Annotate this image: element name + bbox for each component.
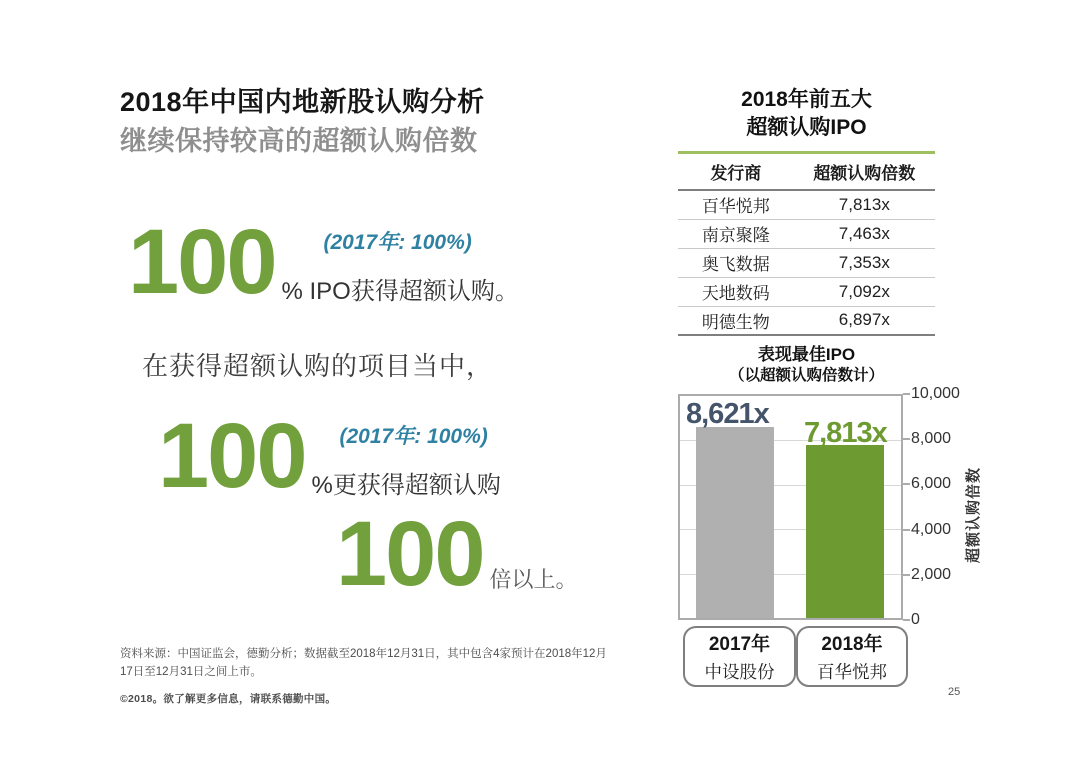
stat-value: 100 <box>336 503 484 605</box>
bar-value-label-2018: 7,813x <box>804 417 887 449</box>
category-year: 2017年 <box>708 634 771 655</box>
stat-suffix: %更获得超额认购 <box>311 472 501 499</box>
bar-2017 <box>696 427 774 618</box>
table-row <box>678 249 935 278</box>
stat-further-oversubscribed-pct <box>158 405 501 507</box>
chart-title-line1: 表现最佳IPO <box>757 345 856 364</box>
bar-chart-plot-area <box>678 394 903 620</box>
y-tick-mark <box>903 619 910 621</box>
chart-title-line2: （以超额认购倍数计） <box>728 367 884 385</box>
page-number: 25 <box>948 686 961 698</box>
multiple-cell: 6,897x <box>838 310 890 330</box>
chart-title <box>678 344 935 386</box>
y-tick-label: 8,000 <box>911 430 952 448</box>
column-header-multiple: 超额认购倍数 <box>813 163 916 183</box>
category-company: 中设股份 <box>704 662 775 682</box>
y-tick-mark <box>903 393 910 395</box>
stat-suffix: 倍以上。 <box>489 567 578 592</box>
stat-prior-year-note: (2017年: 100%) <box>339 425 488 448</box>
y-tick-mark <box>903 574 910 576</box>
slide-title: 2018年中国内地新股认购分析 <box>120 87 485 117</box>
copyright-line: ©2018。欲了解更多信息，请联系德勤中国。 <box>120 693 337 705</box>
multiple-cell: 7,463x <box>838 223 890 243</box>
stat-suffix: % IPO获得超额认购。 <box>281 278 519 305</box>
issuer-cell: 奥飞数据 <box>701 255 770 275</box>
table-title <box>678 86 935 143</box>
stat-overallotment-pct <box>128 211 519 313</box>
y-tick-mark <box>903 483 910 485</box>
y-tick-label: 4,000 <box>911 520 952 538</box>
y-tick-label: 0 <box>911 611 920 628</box>
slide-subtitle: 继续保持较高的超额认购倍数 <box>120 126 478 156</box>
issuer-cell: 南京聚隆 <box>701 226 770 246</box>
bar-2018 <box>806 445 884 618</box>
y-tick-mark <box>903 438 910 440</box>
stat-value: 100 <box>158 405 306 507</box>
y-axis-title: 超额认购倍数 <box>965 467 982 564</box>
multiple-cell: 7,813x <box>838 194 890 214</box>
table-header-row <box>678 154 935 191</box>
category-box-2018 <box>796 626 908 687</box>
column-header-issuer: 发行商 <box>710 163 762 183</box>
table-row <box>678 220 935 249</box>
multiple-cell: 7,353x <box>838 252 890 272</box>
stat-times-threshold <box>336 503 578 605</box>
table-row <box>678 278 935 307</box>
category-company: 百华悦邦 <box>817 662 887 682</box>
top5-table <box>678 86 935 336</box>
y-tick-mark <box>903 529 910 531</box>
y-tick-label: 10,000 <box>911 385 960 402</box>
table-row <box>678 191 935 220</box>
y-tick-label: 6,000 <box>911 475 952 493</box>
stat-value: 100 <box>128 211 276 313</box>
category-year: 2018年 <box>821 634 883 655</box>
y-tick-label: 2,000 <box>911 565 952 583</box>
category-box-2017 <box>683 626 796 687</box>
stat-prior-year-note: (2017年: 100%) <box>323 231 472 254</box>
table-title-line1: 2018年前五大 <box>741 88 872 111</box>
multiple-cell: 7,092x <box>838 281 890 301</box>
issuer-cell: 明德生物 <box>701 312 770 332</box>
issuer-cell: 天地数码 <box>701 284 770 304</box>
table-title-line2: 超额认购IPO <box>746 116 867 140</box>
table-row <box>678 307 935 336</box>
bridge-text: 在获得超额认购的项目当中， <box>142 351 494 381</box>
source-footnote: 资料来源：中国证监会，德勤分析；数据截至2018年12月31日，其中包含4家预计在2018年12月17日至12月31日之间上市。 <box>120 648 607 678</box>
issuer-cell: 百华悦邦 <box>701 197 770 217</box>
bar-value-label-2017: 8,621x <box>686 398 769 430</box>
